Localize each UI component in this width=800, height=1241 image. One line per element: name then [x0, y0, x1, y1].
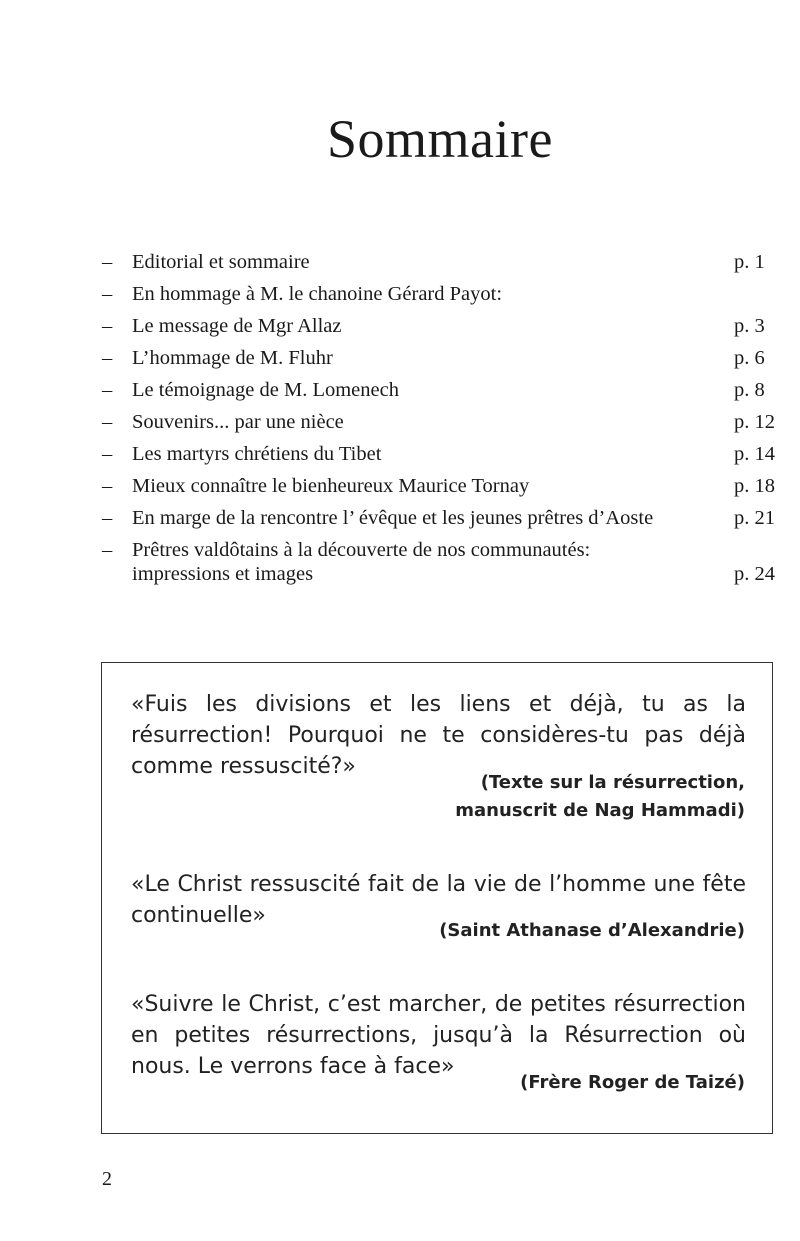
toc-title: Souvenirs... par une nièce	[132, 411, 344, 433]
toc-title: En hommage à M. le chanoine Gérard Payot:	[132, 283, 503, 305]
toc-item	[102, 562, 778, 586]
toc-page: p. 1	[734, 251, 765, 273]
quote-text: «Fuis les divisions et les liens et déjà, tu as la résurrection! Pourquoi ne te considères-tu pas déjà comme ressuscité?»	[131, 692, 746, 779]
toc-page: p. 18	[734, 475, 775, 497]
toc-title: En marge de la rencontre l’ évêque et les jeunes prêtres d’Aoste	[132, 507, 654, 529]
toc-item	[102, 282, 778, 306]
toc-item	[102, 250, 778, 274]
quote-attribution-line: (Frère Roger de Taizé)	[520, 1072, 745, 1093]
toc-item	[102, 442, 778, 466]
toc-title: Mieux connaître le bienheureux Maurice Tornay	[132, 475, 530, 497]
toc-item	[102, 346, 778, 370]
toc-item	[102, 378, 778, 402]
quote-text: «Suivre le Christ, c’est marcher, de petites résurrection en petites résurrections, jusqu’à la Résurrection où nous. Le verrons face à face»	[131, 992, 746, 1079]
toc-page: p. 21	[734, 507, 775, 529]
quotes-box	[101, 662, 773, 1134]
quote-attribution-line: (Saint Athanase d’Alexandrie)	[439, 920, 745, 941]
toc-item	[102, 538, 778, 562]
quote-attribution	[455, 769, 745, 825]
toc-page: p. 24	[734, 563, 775, 585]
toc-dash: –	[102, 475, 113, 497]
toc-page: p. 8	[734, 379, 765, 401]
toc-item	[102, 314, 778, 338]
toc-item	[102, 506, 778, 530]
toc-title: Le témoignage de M. Lomenech	[132, 379, 399, 401]
toc-dash: –	[102, 251, 113, 273]
quote-attribution-line: manuscrit de Nag Hammadi)	[455, 800, 745, 821]
page-number: 2	[102, 1168, 112, 1190]
toc-page: p. 14	[734, 443, 775, 465]
toc-dash: –	[102, 507, 113, 529]
toc-dash: –	[102, 379, 113, 401]
toc-title: Le message de Mgr Allaz	[132, 315, 342, 337]
toc-dash: –	[102, 443, 113, 465]
toc-item	[102, 474, 778, 498]
toc-dash: –	[102, 283, 113, 305]
toc-dash: –	[102, 347, 113, 369]
quote-attribution-line: (Texte sur la résurrection,	[480, 772, 745, 793]
quote-text: «Le Christ ressuscité fait de la vie de l’homme une fête continuelle»	[131, 872, 746, 928]
page-title: Sommaire	[327, 109, 553, 169]
toc-title: Editorial et sommaire	[132, 251, 310, 273]
toc-page: p. 3	[734, 315, 765, 337]
toc-title: Les martyrs chrétiens du Tibet	[132, 443, 382, 465]
toc-dash: –	[102, 539, 113, 561]
toc-item	[102, 410, 778, 434]
toc-page: p. 12	[734, 411, 775, 433]
table-of-contents	[102, 250, 778, 586]
toc-title: L’hommage de M. Fluhr	[132, 347, 333, 369]
toc-dash: –	[102, 411, 113, 433]
toc-title: impressions et images	[132, 563, 314, 585]
toc-dash: –	[102, 315, 113, 337]
quote-attribution	[439, 917, 745, 945]
quote-attribution	[520, 1069, 745, 1097]
toc-page: p. 6	[734, 347, 765, 369]
toc-title: Prêtres valdôtains à la découverte de nos communautés:	[132, 539, 591, 561]
